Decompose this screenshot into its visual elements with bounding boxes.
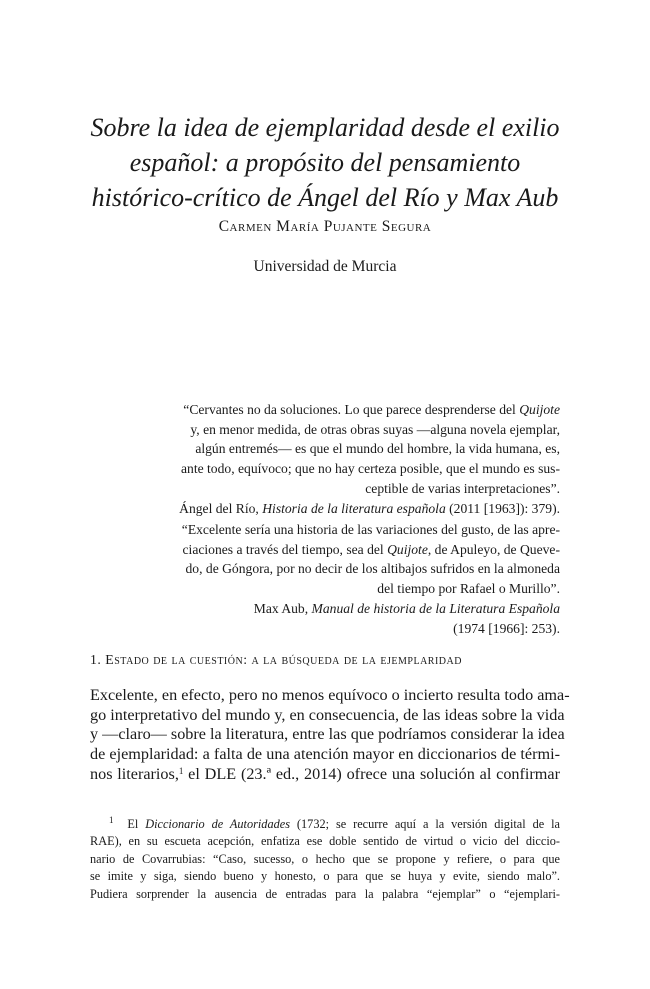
title-line: histórico-crítico de Ángel del Río y Max Aub <box>91 183 559 212</box>
footnote-line: RAE), en su escueta acepción, enfatiza ese doble sentido de virtud o vicio del diccio- <box>90 834 560 849</box>
epigraph-line: ceptible de varias interpretaciones”. <box>365 480 560 496</box>
epigraph-line: y, en menor medida, de otras obras suyas —alguna novela ejemplar, <box>190 421 560 437</box>
body-paragraph <box>90 686 570 785</box>
epigraph-attribution: Max Aub, Manual de historia de la Literatura Española <box>253 600 560 616</box>
epigraph-line: ante todo, equívoco; que no hay certeza posible, que el mundo es sus- <box>180 461 560 477</box>
epigraph-aub <box>140 520 560 638</box>
author-name: Carmen María Pujante Segura <box>218 218 432 235</box>
footnote-line: Pudiera sorprender la ausencia de entradas para la palabra “ejemplar” o “ejemplari- <box>90 886 560 901</box>
epigraph-del-rio <box>140 400 560 518</box>
footnote <box>90 816 560 903</box>
body-line: nos literarios,$^1$ el DLE (23.ª ed., 2014) ofrece una solución al confirmar <box>90 764 560 783</box>
footnote-marker: 1 <box>109 815 114 825</box>
footnote-line: se imite y siga, siendo bueno y honesto, o para que se huya y evite, siendo malo”. <box>90 869 560 884</box>
footnote-line: $^1$ El Diccionario de Autoridades (1732; se recurre aquí a la versión digital de la <box>109 815 560 831</box>
affiliation: Universidad de Murcia <box>253 258 397 275</box>
epigraph-attribution: Ángel del Río, Historia de la literatura española (2011 [1963]): 379). <box>179 500 560 516</box>
footnote-line: nario de Covarrubias: “Caso, sucesso, o hecho que se propone y refiere, o para que <box>90 851 560 866</box>
section-heading: 1. Estado de la cuestión: a la búsqueda de la ejemplaridad <box>90 652 462 667</box>
body-line: go interpretativo del mundo y, en consecuencia, de las ideas sobre la vida <box>90 705 565 724</box>
body-line: y —claro— sobre la literatura, entre las que podríamos considerar la idea <box>90 725 565 744</box>
body-line: Excelente, en efecto, pero no menos equívoco o incierto resulta todo ama- <box>90 686 570 704</box>
epigraph-line: do, de Góngora, por no decir de los altibajos sufridos en la almoneda <box>185 561 560 577</box>
epigraph-line: “Excelente sería una historia de las variaciones del gusto, de las apre- <box>181 522 560 537</box>
epigraph-attribution: (1974 [1966]: 253). <box>453 620 560 636</box>
epigraph-line: ciaciones a través del tiempo, sea del Quijote, de Apuleyo, de Queve- <box>182 541 560 557</box>
epigraph-line: “Cervantes no da soluciones. Lo que parece desprenderse del Quijote <box>183 402 560 417</box>
title-line: Sobre la idea de ejemplaridad desde el exilio <box>90 113 560 142</box>
epigraph-line: algún entremés— es que el mundo del hombre, la vida humana, es, <box>195 441 560 457</box>
title-line: español: a propósito del pensamiento <box>129 148 521 177</box>
body-line: de ejemplaridad: a falta de una atención mayor en diccionarios de térmi- <box>90 745 560 764</box>
paper-title <box>40 110 610 215</box>
footnote-reference[interactable]: 1 <box>178 765 184 776</box>
epigraph-line: del tiempo por Rafael o Murillo”. <box>377 581 560 597</box>
